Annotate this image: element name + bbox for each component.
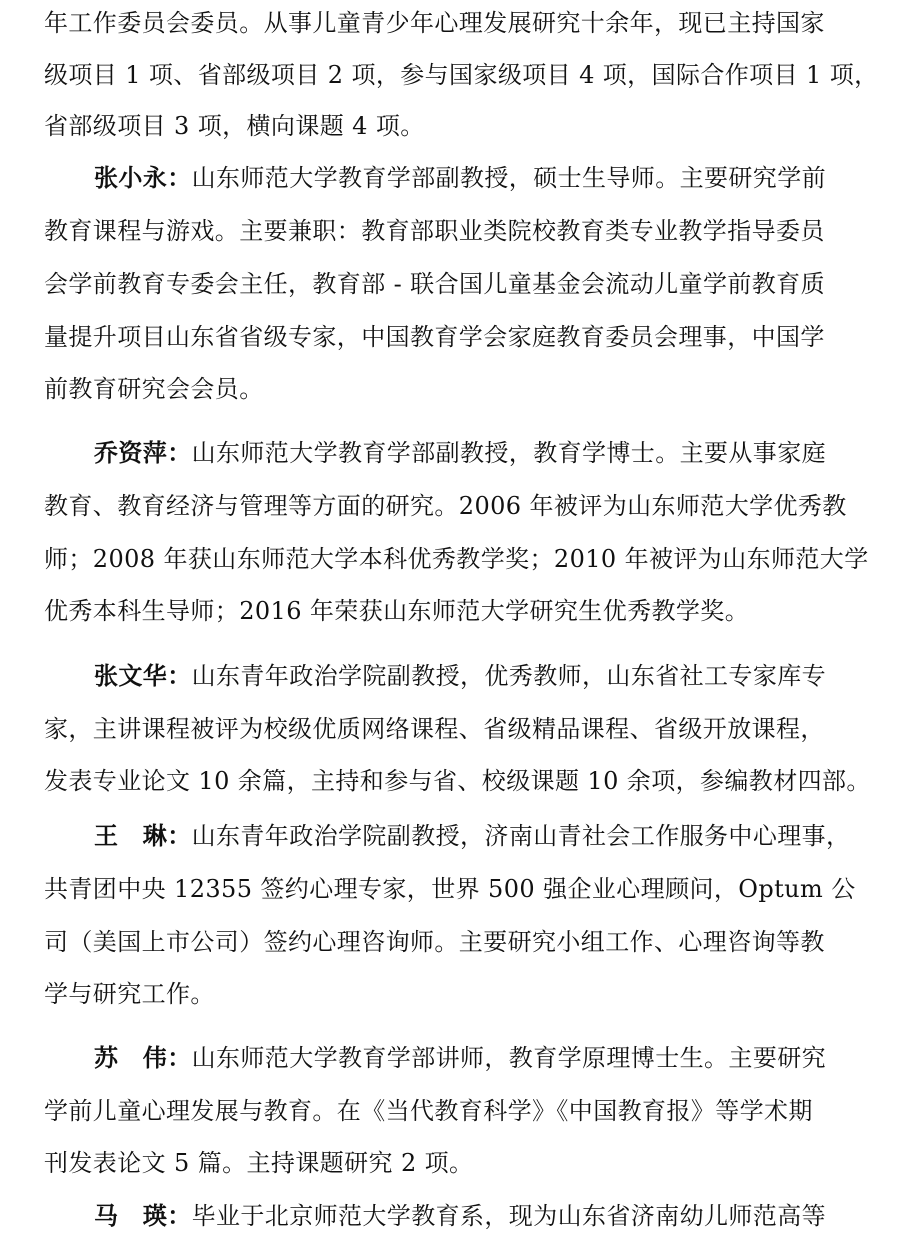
entry-zhang-xiaoyong — [94, 158, 826, 198]
text-line: 发表专业论文 10 余篇，主持和参与省、校级课题 10 余项，参编教材四部。 — [44, 767, 871, 795]
text-line: 教育课程与游戏。主要兼职：教育部职业类院校教育类专业教学指导委员 — [44, 217, 825, 245]
entry-intro-cont: 主要从事家庭 — [679, 439, 827, 467]
entry-intro: 毕业于北京师范大学教育系，现为山东省济南幼儿师范高等 — [191, 1202, 827, 1230]
text-line: 量提升项目山东省省级专家，中国教育学会家庭教育委员会理事，中国学 — [44, 323, 825, 351]
text-line: 学前儿童心理发展与教育。在《当代教育科学》《中国教育报》等学术期 — [44, 1097, 813, 1125]
entry-intro: 山东青年政治学院副教授，优秀教师， — [191, 662, 607, 690]
person-name: 王 琳： — [94, 822, 192, 850]
person-name: 乔资萍： — [94, 439, 192, 467]
entry-intro-cont: 主要研究 — [728, 1044, 827, 1072]
entry-qiao-ziping — [94, 433, 826, 473]
text-line: 共青团中央 12355 签约心理专家，世界 500 强企业心理顾问，Optum 公 — [44, 875, 856, 903]
person-name: 张文华： — [94, 662, 192, 690]
entry-wang-lin — [94, 816, 850, 856]
entry-intro: 山东师范大学教育学部讲师，教育学原理博士生。 — [191, 1044, 729, 1072]
entry-intro: 山东师范大学教育学部副教授，教育学博士。 — [191, 439, 680, 467]
text-line: 省部级项目 3 项，横向课题 4 项。 — [44, 112, 425, 140]
text-line: 级项目 1 项、省部级项目 2 项，参与国家级项目 4 项，国际合作项目 1 项， — [44, 61, 879, 89]
person-name: 苏 伟： — [94, 1044, 192, 1072]
entry-ma-ying — [94, 1196, 826, 1236]
entry-intro: 山东师范大学教育学部副教授，硕士生导师。 — [191, 164, 680, 192]
text-line: 学与研究工作。 — [44, 980, 215, 1008]
text-line: 师；2008 年获山东师范大学本科优秀教学奖；2010 年被评为山东师范大学 — [44, 545, 869, 573]
entry-zhang-wenhua — [94, 656, 826, 696]
entry-intro-cont: 主要研究学前 — [679, 164, 827, 192]
text-line: 会学前教育专委会主任，教育部 - 联合国儿童基金会流动儿童学前教育质 — [44, 270, 825, 298]
entry-intro-cont: 济南山青社会工作服务中心理事， — [484, 822, 851, 850]
entry-intro-cont: 山东省社工专家库专 — [606, 662, 827, 690]
text-line: 年工作委员会委员。从事儿童青少年心理发展研究十余年，现已主持国家 — [44, 9, 825, 37]
text-line: 家，主讲课程被评为校级优质网络课程、省级精品课程、省级开放课程， — [44, 715, 825, 743]
text-line: 刊发表论文 5 篇。主持课题研究 2 项。 — [44, 1149, 474, 1177]
text-line: 教育、教育经济与管理等方面的研究。2006 年被评为山东师范大学优秀教 — [44, 492, 847, 520]
entry-intro: 山东青年政治学院副教授， — [191, 822, 485, 850]
text-line: 前教育研究会会员。 — [44, 375, 264, 403]
text-line: 司（美国上市公司）签约心理咨询师。主要研究小组工作、心理咨询等教 — [44, 928, 825, 956]
text-line: 优秀本科生导师；2016 年荣获山东师范大学研究生优秀教学奖。 — [44, 597, 750, 625]
person-name: 马 瑛： — [94, 1202, 192, 1230]
entry-su-wei — [94, 1038, 826, 1078]
person-name: 张小永： — [94, 164, 192, 192]
